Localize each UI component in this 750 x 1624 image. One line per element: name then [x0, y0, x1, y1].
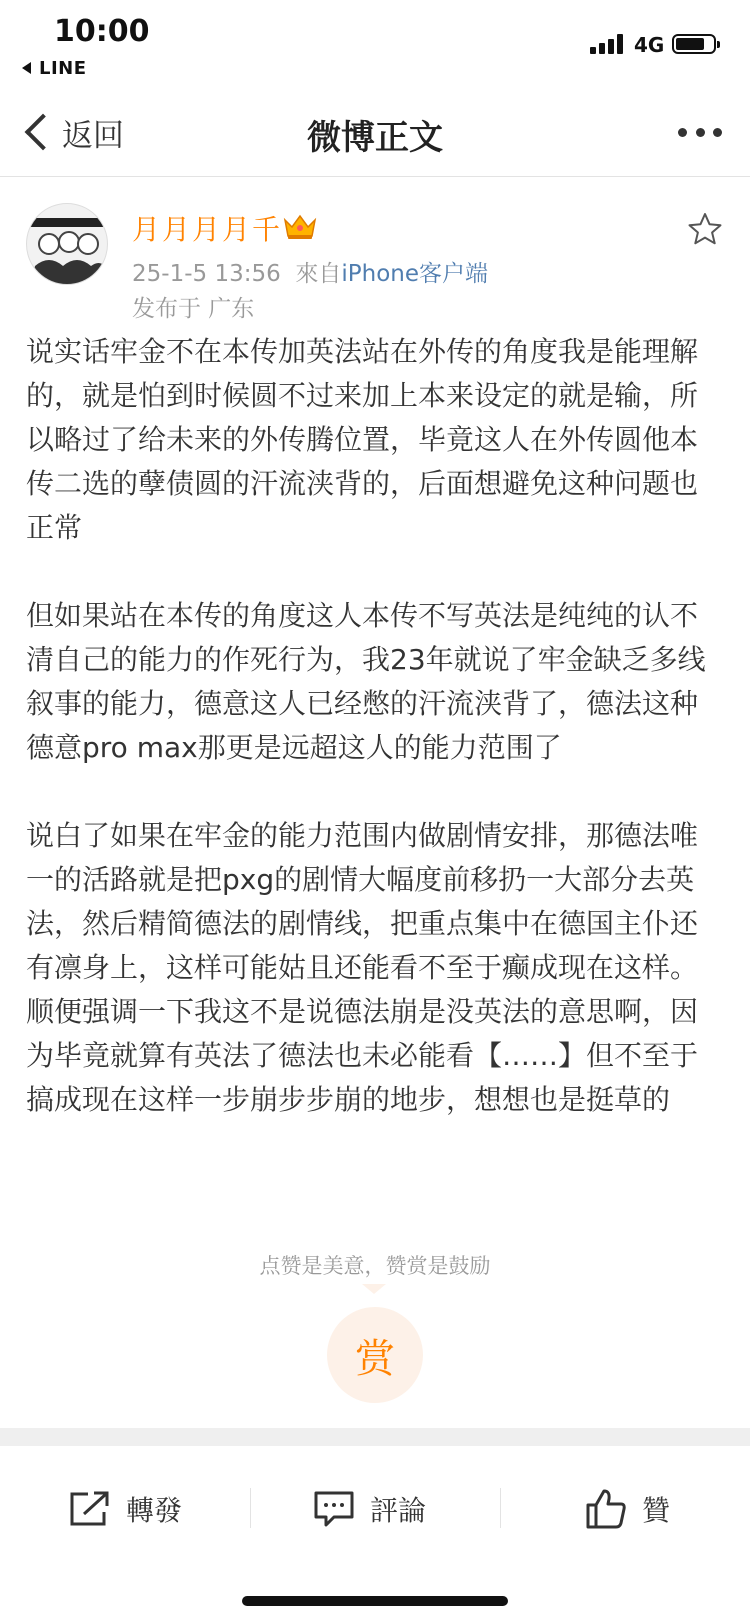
avatar[interactable]	[26, 203, 108, 285]
post-author-name[interactable]: 月月月月千	[132, 213, 283, 246]
divider	[0, 1428, 750, 1446]
bottom-toolbar	[0, 1446, 750, 1566]
signal-icon	[590, 34, 626, 54]
toolbar-separator	[250, 1488, 251, 1528]
star-icon[interactable]	[688, 212, 722, 246]
post-paragraph: 说实话牢金不在本传加英法站在外传的角度我是能理解的，就是怕到时候圆不过来加上本来设定的就是输，所以略过了给未来的外传腾位置，毕竟这人在外传圆他本传二选的孽债圆的汗流浃背的，后面想避免这种问题也正常	[26, 335, 699, 544]
status-time: 10:00	[54, 14, 150, 49]
post-paragraph: 但如果站在本传的角度这人本传不写英法是纯纯的认不清自己的能力的作死行为，我23年就说了牢金缺乏多线叙事的能力，德意这人已经憋的汗流浃背了，德法这种德意pro max那更是远超这人的能力范围了	[26, 599, 706, 764]
post-content	[26, 330, 716, 1122]
comment-button[interactable]	[312, 1484, 426, 1534]
battery-icon	[672, 34, 716, 54]
like-label: 贊	[642, 1494, 671, 1527]
share-icon	[68, 1490, 112, 1528]
home-indicator[interactable]	[242, 1596, 508, 1606]
repost-button[interactable]	[68, 1484, 182, 1534]
post-date: 25-1-5 13:56	[132, 261, 281, 287]
like-button[interactable]	[584, 1484, 670, 1534]
more-options-icon[interactable]	[678, 128, 722, 140]
repost-label: 轉發	[126, 1494, 183, 1527]
back-label: 返回	[62, 117, 124, 154]
back-to-app-link[interactable]	[22, 58, 87, 79]
reward-button[interactable]: 赏	[327, 1307, 423, 1403]
crown-badge-icon	[282, 212, 318, 240]
comment-icon	[312, 1489, 356, 1529]
thumbs-up-icon	[584, 1487, 628, 1531]
back-triangle-icon	[22, 62, 31, 74]
post-meta	[132, 255, 488, 288]
page-title: 微博正文	[307, 118, 443, 158]
nav-bar	[0, 90, 750, 177]
network-type: 4G	[634, 33, 665, 57]
toolbar-separator	[500, 1488, 501, 1528]
post-paragraph: 说白了如果在牢金的能力范围内做剧情安排，那德法唯一的活路就是把pxg的剧情大幅度前移扔一大部分去英法，然后精简德法的剧情线，把重点集中在德国主仆还有凛身上，这样可能姑且还能看不至于癫成现在这样。顺便强调一下我这不是说德法崩是没英法的意思啊，因为毕竟就算有英法了德法也未必能看【……】但不至于搞成现在这样一步崩步步崩的地步，想想也是挺草的	[26, 819, 699, 1116]
source-prefix: 來自	[295, 261, 342, 287]
comment-label: 評論	[370, 1494, 427, 1527]
reward-tip: 点赞是美意，赞赏是鼓励	[259, 1254, 491, 1278]
reward-pointer-icon	[362, 1284, 386, 1294]
status-bar	[0, 0, 750, 90]
post-location: 发布于 广东	[132, 296, 255, 322]
back-app-label: LINE	[39, 58, 87, 79]
post-source-link[interactable]: iPhone客户端	[341, 261, 488, 287]
